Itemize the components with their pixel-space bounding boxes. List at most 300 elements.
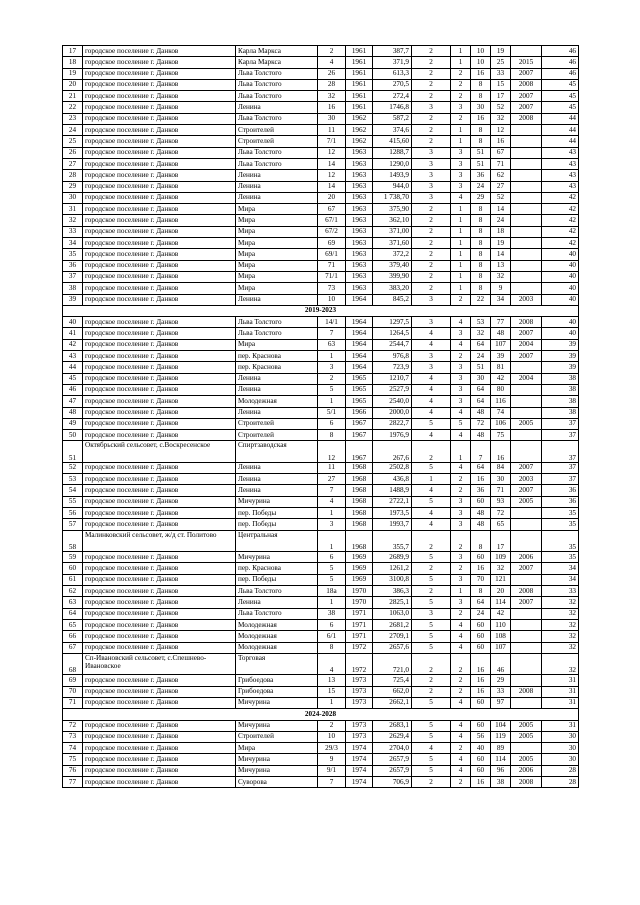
cell-year-built: 1973 [346, 686, 373, 697]
cell-apartments: 16 [471, 474, 491, 485]
cell-apartments: 60 [471, 765, 491, 776]
cell-entrances: 4 [451, 765, 471, 776]
table-row [63, 249, 579, 260]
cell-street: Льва Толстого [236, 608, 318, 619]
table-row [63, 754, 579, 765]
cell-residents: 42 [491, 608, 511, 619]
cell-entrances: 1 [451, 238, 471, 249]
table-row [63, 519, 579, 530]
cell-floors: 5 [412, 642, 451, 653]
cell-year-built: 1968 [346, 519, 373, 530]
cell-entrances: 2 [451, 79, 471, 90]
cell-house-number: 6 [318, 619, 346, 630]
period-label: 2024-2028 [63, 709, 579, 720]
cell-total-area: 2825,1 [373, 597, 412, 608]
cell-house-number: 29/3 [318, 743, 346, 754]
table-row [63, 192, 579, 203]
cell-floors: 5 [412, 462, 451, 473]
cell-house-number: 69/1 [318, 249, 346, 260]
cell-settlement: городское поселение г. Данков [83, 260, 236, 271]
table-row [63, 283, 579, 294]
cell-residents: 107 [491, 339, 511, 350]
cell-wear-percent: 42 [542, 215, 579, 226]
cell-street: Ленина [236, 294, 318, 305]
cell-house-number: 7 [318, 328, 346, 339]
cell-wear-percent: 32 [542, 631, 579, 642]
cell-apartments: 8 [471, 136, 491, 147]
cell-total-area: 2683,1 [373, 720, 412, 731]
cell-house-number: 69 [318, 238, 346, 249]
cell-residents: 96 [491, 765, 511, 776]
cell-wear-percent: 46 [542, 46, 579, 57]
cell-last-repair-year [511, 147, 542, 158]
cell-row-number: 35 [63, 249, 83, 260]
cell-wear-percent: 35 [542, 519, 579, 530]
cell-settlement: городское поселение г. Данков [83, 597, 236, 608]
table-row [63, 271, 579, 282]
cell-residents: 107 [491, 642, 511, 653]
cell-floors: 3 [412, 351, 451, 362]
cell-floors: 2 [412, 530, 451, 552]
table-row [63, 158, 579, 169]
cell-year-built: 1971 [346, 631, 373, 642]
cell-wear-percent: 42 [542, 226, 579, 237]
cell-entrances: 2 [451, 653, 471, 675]
cell-apartments: 36 [471, 485, 491, 496]
table-row [63, 675, 579, 686]
cell-year-built: 1968 [346, 496, 373, 507]
cell-street: Строителей [236, 125, 318, 136]
cell-entrances: 1 [451, 271, 471, 282]
cell-settlement: городское поселение г. Данков [83, 170, 236, 181]
cell-settlement: городское поселение г. Данков [83, 283, 236, 294]
cell-year-built: 1971 [346, 619, 373, 630]
cell-year-built: 1974 [346, 754, 373, 765]
cell-street: Торговая [236, 653, 318, 675]
cell-settlement: городское поселение г. Данков [83, 586, 236, 597]
cell-year-built: 1969 [346, 574, 373, 585]
table-row [63, 697, 579, 708]
cell-street: Мичурина [236, 697, 318, 708]
cell-settlement: городское поселение г. Данков [83, 328, 236, 339]
cell-entrances: 2 [451, 113, 471, 124]
cell-year-built: 1966 [346, 407, 373, 418]
cell-settlement: городское поселение г. Данков [83, 79, 236, 90]
cell-house-number: 2 [318, 373, 346, 384]
cell-year-built: 1970 [346, 586, 373, 597]
cell-floors: 2 [412, 79, 451, 90]
cell-house-number: 8 [318, 642, 346, 653]
cell-row-number: 67 [63, 642, 83, 653]
cell-wear-percent: 42 [542, 204, 579, 215]
table-row [63, 215, 579, 226]
cell-year-built: 1963 [346, 215, 373, 226]
cell-total-area: 436,8 [373, 474, 412, 485]
cell-wear-percent: 32 [542, 642, 579, 653]
cell-last-repair-year [511, 430, 542, 441]
cell-year-built: 1963 [346, 158, 373, 169]
cell-year-built: 1963 [346, 271, 373, 282]
cell-last-repair-year [511, 574, 542, 585]
cell-last-repair-year [511, 508, 542, 519]
cell-row-number: 74 [63, 743, 83, 754]
cell-floors: 5 [412, 574, 451, 585]
cell-residents: 32 [491, 113, 511, 124]
table-row [63, 430, 579, 441]
cell-street: Строителей [236, 418, 318, 429]
cell-wear-percent: 31 [542, 697, 579, 708]
cell-apartments: 8 [471, 260, 491, 271]
cell-row-number: 26 [63, 147, 83, 158]
cell-house-number: 71/1 [318, 271, 346, 282]
cell-street: Льва Толстого [236, 147, 318, 158]
cell-entrances: 3 [451, 384, 471, 395]
table-row [63, 530, 579, 552]
cell-row-number: 76 [63, 765, 83, 776]
cell-apartments: 8 [471, 586, 491, 597]
cell-floors: 2 [412, 113, 451, 124]
cell-wear-percent: 44 [542, 136, 579, 147]
cell-street: Льва Толстого [236, 68, 318, 79]
cell-last-repair-year: 2005 [511, 720, 542, 731]
cell-settlement: Малинковский сельсовет, ж/д ст. Политово [83, 530, 236, 552]
cell-apartments: 16 [471, 777, 491, 788]
cell-row-number: 44 [63, 362, 83, 373]
cell-year-built: 1972 [346, 653, 373, 675]
cell-residents: 34 [491, 294, 511, 305]
cell-year-built: 1963 [346, 192, 373, 203]
cell-total-area: 355,7 [373, 530, 412, 552]
cell-wear-percent: 40 [542, 294, 579, 305]
cell-house-number: 67/1 [318, 215, 346, 226]
cell-settlement: городское поселение г. Данков [83, 496, 236, 507]
cell-apartments: 16 [471, 675, 491, 686]
cell-apartments: 48 [471, 519, 491, 530]
cell-row-number: 61 [63, 574, 83, 585]
cell-street: Мира [236, 204, 318, 215]
table-row [63, 351, 579, 362]
cell-floors: 2 [412, 586, 451, 597]
cell-apartments: 8 [471, 238, 491, 249]
cell-settlement: городское поселение г. Данков [83, 508, 236, 519]
cell-entrances: 2 [451, 351, 471, 362]
cell-floors: 2 [412, 686, 451, 697]
cell-total-area: 1210,7 [373, 373, 412, 384]
cell-wear-percent: 38 [542, 396, 579, 407]
cell-floors: 3 [412, 294, 451, 305]
table-row [63, 294, 579, 305]
cell-row-number: 40 [63, 317, 83, 328]
cell-row-number: 68 [63, 653, 83, 675]
cell-wear-percent: 39 [542, 351, 579, 362]
cell-floors: 5 [412, 731, 451, 742]
cell-year-built: 1963 [346, 283, 373, 294]
cell-wear-percent: 32 [542, 653, 579, 675]
cell-street: Мичурина [236, 765, 318, 776]
cell-apartments: 51 [471, 147, 491, 158]
cell-wear-percent: 33 [542, 586, 579, 597]
table-row [63, 608, 579, 619]
cell-entrances: 1 [451, 249, 471, 260]
cell-apartments: 60 [471, 720, 491, 731]
cell-floors: 4 [412, 743, 451, 754]
cell-last-repair-year [511, 170, 542, 181]
cell-residents: 27 [491, 181, 511, 192]
cell-floors: 2 [412, 260, 451, 271]
housing-registry-table [62, 45, 579, 788]
cell-settlement: городское поселение г. Данков [83, 339, 236, 350]
cell-floors: 4 [412, 407, 451, 418]
cell-settlement: городское поселение г. Данков [83, 720, 236, 731]
cell-settlement: городское поселение г. Данков [83, 608, 236, 619]
table-row [63, 170, 579, 181]
cell-row-number: 75 [63, 754, 83, 765]
cell-apartments: 8 [471, 283, 491, 294]
cell-apartments: 24 [471, 181, 491, 192]
cell-entrances: 2 [451, 530, 471, 552]
cell-entrances: 1 [451, 125, 471, 136]
cell-entrances: 3 [451, 597, 471, 608]
cell-total-area: 3100,8 [373, 574, 412, 585]
cell-entrances: 1 [451, 283, 471, 294]
cell-year-built: 1965 [346, 396, 373, 407]
cell-apartments: 30 [471, 373, 491, 384]
cell-row-number: 39 [63, 294, 83, 305]
cell-settlement: городское поселение г. Данков [83, 407, 236, 418]
cell-floors: 2 [412, 271, 451, 282]
cell-wear-percent: 38 [542, 373, 579, 384]
cell-row-number: 38 [63, 283, 83, 294]
cell-house-number: 12 [318, 170, 346, 181]
cell-settlement: городское поселение г. Данков [83, 238, 236, 249]
cell-apartments: 16 [471, 113, 491, 124]
cell-last-repair-year: 2005 [511, 418, 542, 429]
cell-row-number: 41 [63, 328, 83, 339]
cell-settlement: городское поселение г. Данков [83, 563, 236, 574]
cell-wear-percent: 46 [542, 68, 579, 79]
cell-last-repair-year [511, 743, 542, 754]
cell-wear-percent: 39 [542, 362, 579, 373]
cell-last-repair-year: 2007 [511, 597, 542, 608]
cell-total-area: 1973,5 [373, 508, 412, 519]
cell-street: Мичурина [236, 720, 318, 731]
cell-last-repair-year: 2007 [511, 68, 542, 79]
cell-total-area: 2689,9 [373, 552, 412, 563]
cell-last-repair-year [511, 125, 542, 136]
cell-apartments: 10 [471, 46, 491, 57]
cell-last-repair-year [511, 226, 542, 237]
cell-street: Строителей [236, 430, 318, 441]
cell-residents: 114 [491, 597, 511, 608]
cell-street: Льва Толстого [236, 317, 318, 328]
cell-street: Мира [236, 238, 318, 249]
cell-residents: 19 [491, 46, 511, 57]
cell-street: Ленина [236, 407, 318, 418]
table-row [63, 328, 579, 339]
cell-total-area: 2704,0 [373, 743, 412, 754]
table-row [63, 631, 579, 642]
cell-total-area: 613,3 [373, 68, 412, 79]
cell-last-repair-year [511, 181, 542, 192]
cell-year-built: 1972 [346, 642, 373, 653]
table-row [63, 496, 579, 507]
cell-settlement: городское поселение г. Данков [83, 552, 236, 563]
cell-street: Ленина [236, 597, 318, 608]
cell-year-built: 1963 [346, 226, 373, 237]
cell-floors: 5 [412, 418, 451, 429]
cell-entrances: 2 [451, 686, 471, 697]
cell-settlement: городское поселение г. Данков [83, 113, 236, 124]
cell-total-area: 1 738,70 [373, 192, 412, 203]
cell-wear-percent: 45 [542, 91, 579, 102]
cell-floors: 2 [412, 57, 451, 68]
cell-apartments: 32 [471, 328, 491, 339]
cell-residents: 84 [491, 462, 511, 473]
cell-house-number: 4 [318, 653, 346, 675]
cell-residents: 18 [491, 226, 511, 237]
cell-street: Молодежная [236, 642, 318, 653]
table-row [63, 441, 579, 463]
cell-wear-percent: 46 [542, 57, 579, 68]
cell-settlement: городское поселение г. Данков [83, 192, 236, 203]
cell-row-number: 22 [63, 102, 83, 113]
cell-street: Мира [236, 249, 318, 260]
cell-wear-percent: 37 [542, 430, 579, 441]
cell-last-repair-year [511, 530, 542, 552]
cell-floors: 5 [412, 552, 451, 563]
cell-apartments: 72 [471, 418, 491, 429]
cell-apartments: 64 [471, 597, 491, 608]
cell-total-area: 2681,2 [373, 619, 412, 630]
cell-last-repair-year: 2004 [511, 339, 542, 350]
cell-residents: 15 [491, 79, 511, 90]
cell-settlement: городское поселение г. Данков [83, 204, 236, 215]
cell-house-number: 1 [318, 508, 346, 519]
cell-total-area: 362,10 [373, 215, 412, 226]
cell-apartments: 53 [471, 317, 491, 328]
cell-settlement: городское поселение г. Данков [83, 619, 236, 630]
cell-total-area: 2502,8 [373, 462, 412, 473]
cell-wear-percent: 43 [542, 181, 579, 192]
cell-year-built: 1961 [346, 102, 373, 113]
cell-entrances: 3 [451, 170, 471, 181]
cell-last-repair-year [511, 519, 542, 530]
cell-apartments: 8 [471, 249, 491, 260]
cell-settlement: городское поселение г. Данков [83, 147, 236, 158]
cell-total-area: 372,2 [373, 249, 412, 260]
cell-house-number: 14 [318, 158, 346, 169]
cell-wear-percent: 37 [542, 441, 579, 463]
cell-year-built: 1962 [346, 136, 373, 147]
cell-apartments: 60 [471, 642, 491, 653]
cell-entrances: 3 [451, 508, 471, 519]
cell-entrances: 4 [451, 631, 471, 642]
cell-street: Льва Толстого [236, 113, 318, 124]
cell-house-number: 7 [318, 485, 346, 496]
cell-entrances: 1 [451, 136, 471, 147]
cell-house-number: 3 [318, 519, 346, 530]
cell-street: Льва Толстого [236, 586, 318, 597]
cell-floors: 2 [412, 46, 451, 57]
cell-street: Грибоедова [236, 686, 318, 697]
cell-wear-percent: 40 [542, 249, 579, 260]
table-row [63, 720, 579, 731]
cell-row-number: 53 [63, 474, 83, 485]
cell-row-number: 55 [63, 496, 83, 507]
cell-settlement: городское поселение г. Данков [83, 642, 236, 653]
cell-last-repair-year [511, 158, 542, 169]
cell-row-number: 21 [63, 91, 83, 102]
cell-wear-percent: 40 [542, 317, 579, 328]
cell-total-area: 371,9 [373, 57, 412, 68]
cell-entrances: 3 [451, 574, 471, 585]
table-row [63, 79, 579, 90]
cell-street: Ленина [236, 192, 318, 203]
cell-settlement: городское поселение г. Данков [83, 754, 236, 765]
cell-last-repair-year: 2007 [511, 102, 542, 113]
cell-total-area: 379,40 [373, 260, 412, 271]
cell-settlement: городское поселение г. Данков [83, 125, 236, 136]
cell-street: Льва Толстого [236, 91, 318, 102]
cell-settlement: городское поселение г. Данков [83, 384, 236, 395]
table-row [63, 597, 579, 608]
cell-residents: 106 [491, 418, 511, 429]
cell-wear-percent: 31 [542, 720, 579, 731]
cell-row-number: 43 [63, 351, 83, 362]
cell-settlement: городское поселение г. Данков [83, 317, 236, 328]
cell-last-repair-year [511, 384, 542, 395]
cell-total-area: 2000,0 [373, 407, 412, 418]
cell-last-repair-year [511, 608, 542, 619]
table-row [63, 574, 579, 585]
cell-wear-percent: 35 [542, 552, 579, 563]
cell-street: Льва Толстого [236, 328, 318, 339]
cell-row-number: 18 [63, 57, 83, 68]
cell-row-number: 45 [63, 373, 83, 384]
cell-year-built: 1973 [346, 675, 373, 686]
cell-year-built: 1964 [346, 339, 373, 350]
cell-year-built: 1974 [346, 743, 373, 754]
cell-settlement: городское поселение г. Данков [83, 226, 236, 237]
cell-floors: 3 [412, 181, 451, 192]
cell-year-built: 1961 [346, 68, 373, 79]
cell-last-repair-year [511, 136, 542, 147]
table-row [63, 462, 579, 473]
cell-entrances: 1 [451, 226, 471, 237]
cell-wear-percent: 32 [542, 597, 579, 608]
cell-last-repair-year [511, 407, 542, 418]
cell-last-repair-year [511, 697, 542, 708]
cell-settlement: городское поселение г. Данков [83, 373, 236, 384]
cell-residents: 52 [491, 102, 511, 113]
cell-floors: 4 [412, 328, 451, 339]
cell-last-repair-year: 2005 [511, 496, 542, 507]
cell-apartments: 8 [471, 530, 491, 552]
table-row [63, 384, 579, 395]
cell-house-number: 5/1 [318, 407, 346, 418]
cell-total-area: 2722,1 [373, 496, 412, 507]
cell-row-number: 17 [63, 46, 83, 57]
cell-floors: 2 [412, 238, 451, 249]
cell-wear-percent: 32 [542, 619, 579, 630]
cell-total-area: 706,9 [373, 777, 412, 788]
cell-residents: 89 [491, 743, 511, 754]
cell-floors: 3 [412, 158, 451, 169]
table-row [63, 317, 579, 328]
cell-apartments: 40 [471, 743, 491, 754]
cell-street: Грибоедова [236, 675, 318, 686]
cell-entrances: 4 [451, 642, 471, 653]
